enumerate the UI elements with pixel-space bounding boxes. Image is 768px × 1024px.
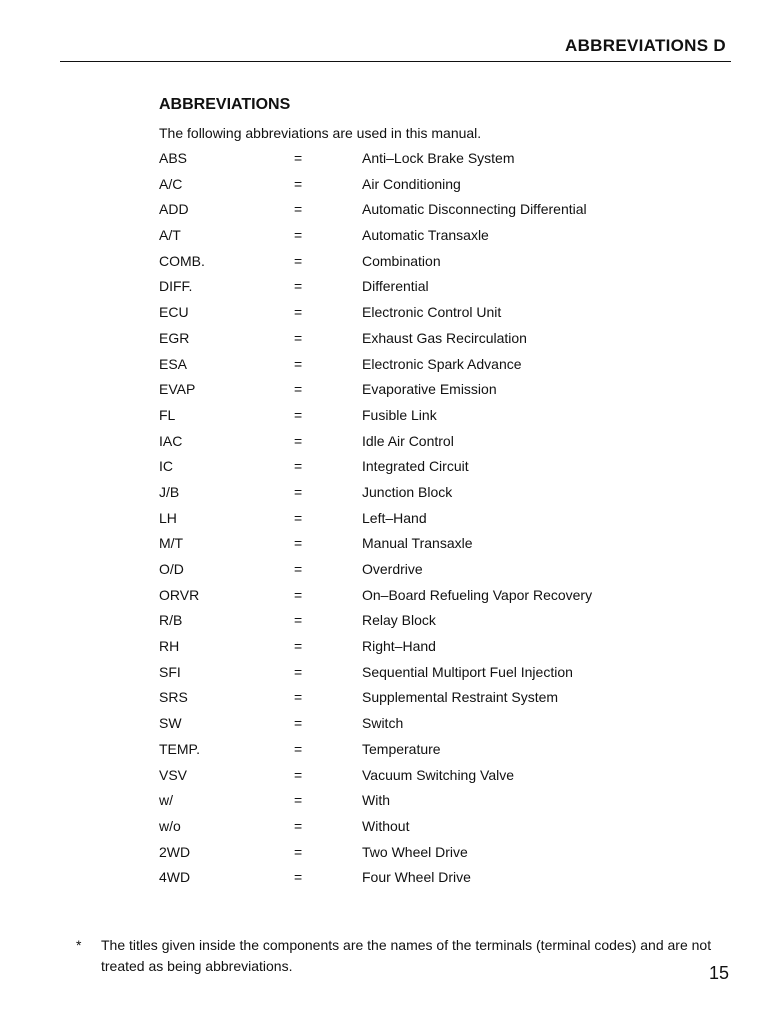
- abbreviation-definition: Electronic Spark Advance: [362, 355, 522, 372]
- abbreviation-term: SW: [159, 715, 182, 732]
- abbreviation-row: [159, 480, 719, 506]
- abbreviation-term: w/o: [159, 817, 181, 834]
- abbreviation-term: ESA: [159, 355, 188, 372]
- abbreviation-term: IC: [159, 458, 173, 475]
- abbreviation-row: [159, 274, 719, 300]
- header-divider: [60, 61, 731, 62]
- equals-sign: =: [294, 843, 303, 860]
- abbreviation-definition: Anti–Lock Brake System: [362, 150, 515, 166]
- abbreviation-row: [159, 763, 719, 789]
- abbreviation-term: M/T: [159, 535, 184, 552]
- abbreviation-definition: Differential: [362, 278, 429, 295]
- abbreviation-term: DIFF.: [159, 278, 193, 295]
- equals-sign: =: [294, 766, 303, 783]
- equals-sign: =: [294, 201, 303, 218]
- equals-sign: =: [294, 509, 303, 526]
- equals-sign: =: [294, 715, 303, 732]
- abbreviation-definition: Relay Block: [362, 612, 436, 629]
- abbreviation-definition: Supplemental Restraint System: [362, 689, 559, 706]
- equals-sign: =: [294, 535, 303, 552]
- abbreviation-definition: Junction Block: [362, 483, 453, 500]
- equals-sign: =: [294, 586, 303, 603]
- abbreviation-term: R/B: [159, 612, 183, 629]
- equals-sign: =: [294, 329, 303, 346]
- abbreviation-row: [159, 711, 719, 737]
- abbreviation-term: FL: [159, 406, 176, 423]
- equals-sign: =: [294, 355, 303, 372]
- abbreviation-term: RH: [159, 638, 180, 655]
- abbreviation-row: [159, 377, 719, 403]
- abbreviation-definition: Temperature: [362, 740, 441, 757]
- equals-sign: =: [294, 689, 303, 706]
- abbreviation-definition: Without: [362, 817, 410, 834]
- abbreviation-row: [159, 300, 719, 326]
- equals-sign: =: [294, 483, 303, 500]
- abbreviation-row: [159, 506, 719, 532]
- section-title: ABBREVIATIONS: [159, 96, 291, 113]
- footnote: [76, 935, 716, 977]
- equals-sign: =: [294, 869, 303, 886]
- abbreviation-definition: Vacuum Switching Valve: [362, 766, 514, 783]
- abbreviation-definition: Left–Hand: [362, 509, 427, 526]
- abbreviation-row: [159, 608, 719, 634]
- equals-sign: =: [294, 638, 303, 655]
- equals-sign: =: [294, 406, 303, 423]
- section-intro: The following abbreviations are used in this manual.: [159, 125, 482, 141]
- abbreviation-row: [159, 352, 719, 378]
- equals-sign: =: [294, 792, 303, 809]
- abbreviation-term: SRS: [159, 689, 188, 706]
- equals-sign: =: [294, 304, 303, 321]
- abbreviation-term: ADD: [159, 201, 189, 218]
- equals-sign: =: [294, 817, 303, 834]
- abbreviation-row: [159, 223, 719, 249]
- abbreviation-term: ECU: [159, 304, 189, 321]
- abbreviation-term: EGR: [159, 329, 190, 346]
- equals-sign: =: [294, 612, 303, 629]
- equals-sign: =: [294, 458, 303, 475]
- abbreviation-row: [159, 814, 719, 840]
- abbreviation-term: ORVR: [159, 586, 200, 603]
- abbreviation-row: [159, 429, 719, 455]
- abbreviation-row: [159, 788, 719, 814]
- abbreviation-definition: Automatic Disconnecting Differential: [362, 201, 587, 218]
- abbreviation-term: VSV: [159, 766, 188, 783]
- footnote-marker: *: [76, 937, 82, 953]
- equals-sign: =: [294, 561, 303, 577]
- equals-sign: =: [294, 175, 303, 192]
- main-content: [159, 93, 719, 891]
- abbreviation-definition: Evaporative Emission: [362, 381, 497, 398]
- abbreviation-term: TEMP.: [159, 740, 200, 757]
- abbreviation-term: A/T: [159, 227, 181, 244]
- abbreviation-row: [159, 454, 719, 480]
- abbreviation-row: [159, 531, 719, 557]
- abbreviation-definition: Automatic Transaxle: [362, 227, 489, 244]
- abbreviation-term: LH: [159, 509, 177, 526]
- abbreviation-definition: Fusible Link: [362, 406, 437, 423]
- abbreviation-definition: Integrated Circuit: [362, 458, 469, 475]
- abbreviation-term: SFI: [159, 663, 181, 680]
- abbreviation-list: [159, 146, 719, 891]
- abbreviation-definition: Manual Transaxle: [362, 535, 473, 552]
- abbreviation-definition: Exhaust Gas Recirculation: [362, 329, 527, 346]
- abbreviation-row: [159, 865, 719, 891]
- abbreviation-definition: Four Wheel Drive: [362, 869, 471, 886]
- equals-sign: =: [294, 663, 303, 680]
- abbreviation-row: [159, 403, 719, 429]
- abbreviation-row: [159, 557, 719, 583]
- abbreviation-definition: Sequential Multiport Fuel Injection: [362, 663, 573, 680]
- abbreviation-definition: Switch: [362, 715, 404, 732]
- abbreviation-definition: Right–Hand: [362, 638, 436, 655]
- abbreviation-row: [159, 840, 719, 866]
- abbreviation-term: 2WD: [159, 843, 191, 860]
- abbreviation-row: [159, 685, 719, 711]
- abbreviation-term: w/: [159, 792, 173, 809]
- abbreviation-row: [159, 146, 719, 172]
- abbreviation-definition: Combination: [362, 252, 441, 269]
- abbreviation-row: [159, 197, 719, 223]
- abbreviation-row: [159, 172, 719, 198]
- abbreviation-row: [159, 249, 719, 275]
- abbreviation-row: [159, 737, 719, 763]
- abbreviation-definition: Overdrive: [362, 561, 423, 577]
- footnote-text: The titles given inside the components are the names of the terminals (terminal codes) and are not treated as being abbreviations.: [101, 937, 712, 974]
- abbreviation-definition: With: [362, 792, 390, 809]
- abbreviation-term: EVAP: [159, 381, 196, 398]
- abbreviation-row: [159, 634, 719, 660]
- abbreviation-term: IAC: [159, 432, 183, 449]
- abbreviation-term: O/D: [159, 561, 184, 577]
- header-title: ABBREVIATIONS D: [565, 36, 726, 55]
- abbreviation-term: 4WD: [159, 869, 191, 886]
- abbreviation-row: [159, 326, 719, 352]
- abbreviation-row: [159, 583, 719, 609]
- abbreviation-term: J/B: [159, 483, 180, 500]
- abbreviation-definition: Electronic Control Unit: [362, 304, 502, 321]
- abbreviation-definition: Idle Air Control: [362, 432, 454, 449]
- page-number: 15: [708, 963, 729, 983]
- abbreviation-row: [159, 660, 719, 686]
- equals-sign: =: [294, 227, 303, 244]
- equals-sign: =: [294, 432, 303, 449]
- equals-sign: =: [294, 381, 303, 398]
- abbreviation-term: COMB.: [159, 252, 205, 269]
- abbreviation-definition: Air Conditioning: [362, 175, 461, 192]
- abbreviation-definition: Two Wheel Drive: [362, 843, 468, 860]
- equals-sign: =: [294, 150, 303, 166]
- abbreviation-term: A/C: [159, 175, 183, 192]
- equals-sign: =: [294, 252, 303, 269]
- equals-sign: =: [294, 278, 303, 295]
- abbreviation-term: ABS: [159, 150, 188, 166]
- abbreviation-definition: On–Board Refueling Vapor Recovery: [362, 586, 593, 603]
- equals-sign: =: [294, 740, 303, 757]
